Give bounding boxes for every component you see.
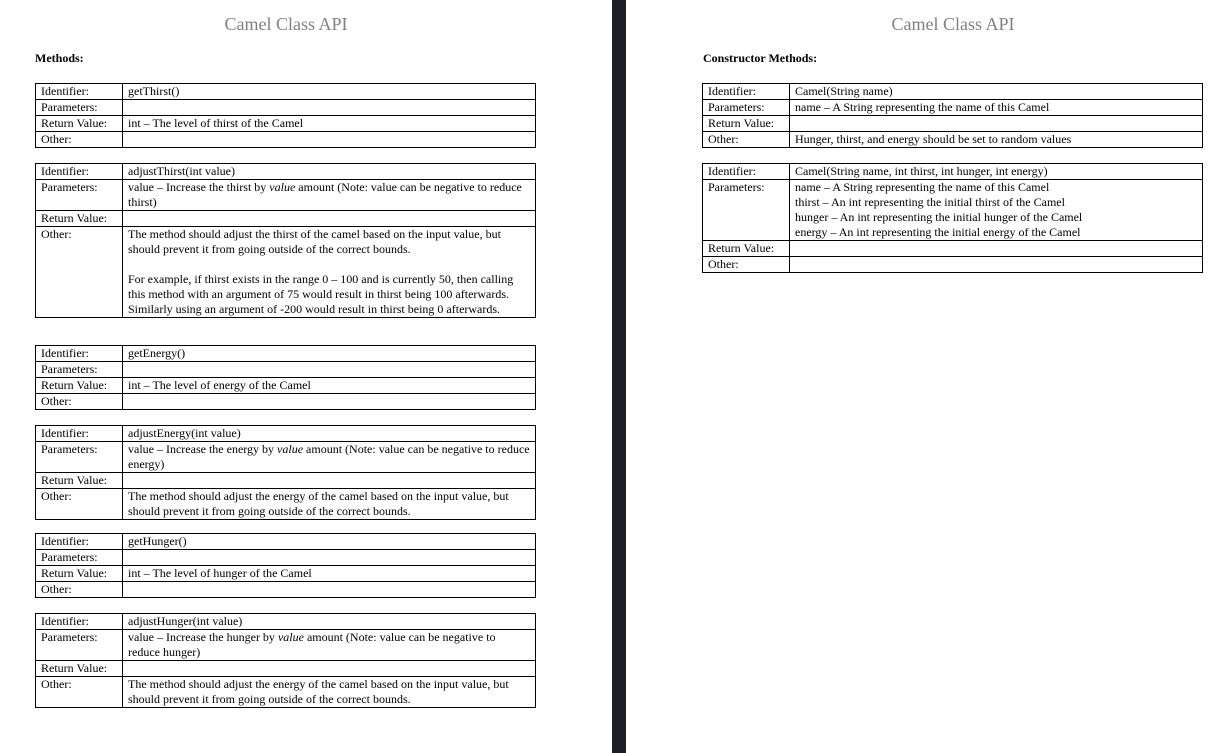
return-label: Return Value: [36, 473, 123, 489]
other-value: Hunger, thirst, and energy should be set to random values [790, 132, 1203, 148]
parameters-value: value – Increase the energy by value amount (Note: value can be negative to reduce energy) [123, 442, 536, 473]
parameters-value [123, 550, 536, 566]
identifier-value: getHunger() [123, 534, 536, 550]
return-label: Return Value: [36, 661, 123, 677]
identifier-label: Identifier: [36, 346, 123, 362]
identifier-value: getEnergy() [123, 346, 536, 362]
other-value: The method should adjust the energy of the camel based on the input value, but should prevent it from going outside of the correct bounds. [123, 489, 536, 520]
other-label: Other: [36, 394, 123, 410]
other-label: Other: [703, 132, 790, 148]
parameters-label: Parameters: [36, 630, 123, 661]
parameters-value: value – Increase the hunger by value amount (Note: value can be negative to reduce hunger) [123, 630, 536, 661]
return-label: Return Value: [36, 211, 123, 227]
identifier-label: Identifier: [36, 84, 123, 100]
return-value [123, 473, 536, 489]
return-label: Return Value: [36, 116, 123, 132]
section-heading-methods: Methods: [35, 51, 84, 65]
left-page [0, 0, 612, 753]
parameters-value: value – Increase the thirst by value amount (Note: value can be negative to reduce thirst) [123, 180, 536, 211]
api-table-adjustenergy [35, 425, 536, 520]
return-value [123, 661, 536, 677]
identifier-value: getThirst() [123, 84, 536, 100]
other-label: Other: [36, 677, 123, 708]
page-divider [612, 0, 626, 753]
page-title: Camel Class API [891, 14, 1015, 34]
return-label: Return Value: [703, 116, 790, 132]
return-label: Return Value: [36, 378, 123, 394]
parameters-label: Parameters: [703, 180, 790, 241]
return-value [790, 116, 1203, 132]
identifier-label: Identifier: [36, 534, 123, 550]
right-page [626, 0, 1232, 753]
api-table-adjusthunger [35, 613, 536, 708]
other-value [123, 582, 536, 598]
other-value: The method should adjust the thirst of the camel based on the input value, but should prevent it from going outside of the correct bounds. For example, if thirst exists in the range 0 – 100 and is currently 50, then calling this method with an argument of 75 would result in thirst being 100 afterwards. Similarly using an argument of -200 would result in thirst being 0 afterwards. [123, 227, 536, 318]
other-value [123, 394, 536, 410]
parameters-label: Parameters: [703, 100, 790, 116]
api-table-getenergy [35, 345, 536, 410]
return-value: int – The level of energy of the Camel [123, 378, 536, 394]
identifier-label: Identifier: [36, 614, 123, 630]
param-line: thirst – An int representing the initial thirst of the Camel [795, 195, 1065, 209]
other-label: Other: [703, 257, 790, 273]
section-heading-constructors: Constructor Methods: [703, 51, 818, 65]
parameters-value [123, 362, 536, 378]
return-value: int – The level of thirst of the Camel [123, 116, 536, 132]
identifier-value: Camel(String name, int thirst, int hunger, int energy) [790, 164, 1203, 180]
identifier-label: Identifier: [703, 164, 790, 180]
parameters-value: name – A String representing the name of this Camel [790, 100, 1203, 116]
return-value [790, 241, 1203, 257]
param-line: name – A String representing the name of this Camel [795, 180, 1050, 194]
parameters-value [123, 100, 536, 116]
other-label: Other: [36, 582, 123, 598]
parameters-label: Parameters: [36, 550, 123, 566]
param-line: hunger – An int representing the initial hunger of the Camel [795, 210, 1083, 224]
parameters-value [790, 180, 1203, 241]
parameters-label: Parameters: [36, 100, 123, 116]
parameters-label: Parameters: [36, 362, 123, 378]
api-table-adjustthirst [35, 163, 536, 318]
api-table-constructor-full [702, 163, 1203, 273]
return-label: Return Value: [36, 566, 123, 582]
return-value [123, 211, 536, 227]
other-value [123, 132, 536, 148]
api-table-gethunger [35, 533, 536, 598]
api-table-constructor-name [702, 83, 1203, 148]
identifier-label: Identifier: [703, 84, 790, 100]
parameters-label: Parameters: [36, 180, 123, 211]
other-label: Other: [36, 489, 123, 520]
param-line: energy – An int representing the initial energy of the Camel [795, 225, 1081, 239]
identifier-value: adjustThirst(int value) [123, 164, 536, 180]
identifier-value: adjustHunger(int value) [123, 614, 536, 630]
api-table-getthirst [35, 83, 536, 148]
identifier-value: Camel(String name) [790, 84, 1203, 100]
page-title: Camel Class API [224, 14, 348, 34]
return-value: int – The level of hunger of the Camel [123, 566, 536, 582]
other-label: Other: [36, 132, 123, 148]
return-label: Return Value: [703, 241, 790, 257]
identifier-value: adjustEnergy(int value) [123, 426, 536, 442]
other-label: Other: [36, 227, 123, 318]
identifier-label: Identifier: [36, 164, 123, 180]
parameters-label: Parameters: [36, 442, 123, 473]
identifier-label: Identifier: [36, 426, 123, 442]
other-value [790, 257, 1203, 273]
other-value: The method should adjust the energy of the camel based on the input value, but should prevent it from going outside of the correct bounds. [123, 677, 536, 708]
